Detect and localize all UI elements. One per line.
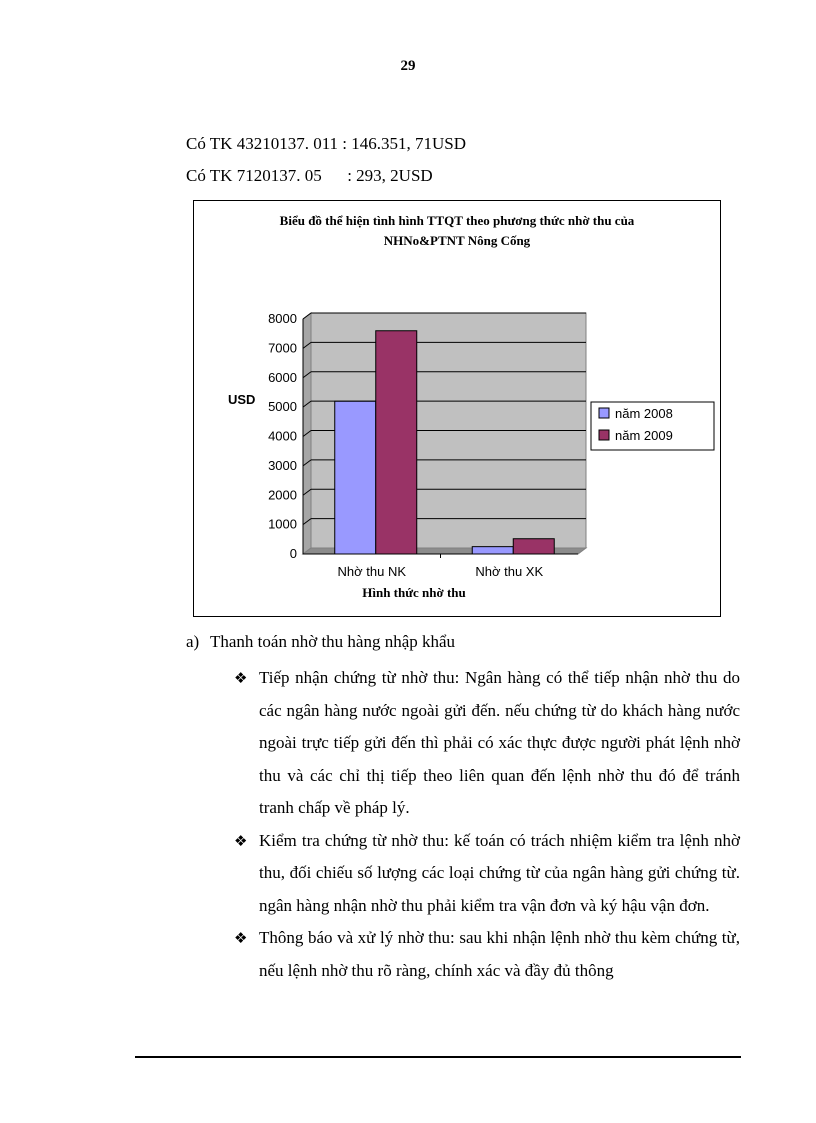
bullet-list — [234, 662, 740, 987]
bar-chart — [194, 201, 720, 616]
four-diamond-bullet-icon: ❖ — [234, 831, 248, 850]
chart-title-line-1: Biểu đồ thể hiện tình hình TTQT theo phương thức nhờ thu của — [279, 213, 635, 228]
y-axis-title: USD — [228, 392, 256, 407]
y-tick-label: 4000 — [268, 428, 297, 444]
y-tick-label: 6000 — [268, 369, 297, 385]
y-tick-label: 5000 — [268, 399, 297, 415]
account-line-2: Có TK 7120137. 05 : 293, 2USD — [186, 166, 433, 185]
y-tick-label: 0 — [289, 546, 297, 561]
y-tick-label: 1000 — [268, 516, 297, 532]
y-tick-label: 7000 — [268, 340, 297, 356]
legend-swatch — [599, 430, 609, 440]
bullet-item-notify — [234, 922, 740, 987]
bullet-item-receive — [234, 662, 740, 825]
four-diamond-bullet-icon: ❖ — [234, 929, 248, 947]
bar-2009 — [376, 331, 417, 554]
footer-rule — [135, 1056, 741, 1058]
bullet-item-check — [234, 825, 740, 923]
x-axis-title: Hình thức nhờ thu — [362, 585, 466, 600]
bullet-text: Kiểm tra chứng từ nhờ thu: kế toán có trách nhiệm kiểm tra lệnh nhờ thu, đối chiếu số lượng các loại chứng từ của ngân hàng gửi chứng từ. ngân hàng nhận nhờ thu phải kiểm tra vận đơn và ký hậu vận đơn. — [259, 830, 740, 915]
bullet-text: Thông báo và xử lý nhờ thu: sau khi nhận lệnh nhờ thu kèm chứng từ, nếu lệnh nhờ thu rõ ràng, chính xác và đầy đủ thông — [259, 928, 740, 980]
y-tick-label: 8000 — [268, 311, 297, 326]
section-heading-label: a) — [186, 632, 200, 651]
bar-2009 — [513, 539, 554, 554]
legend-swatch — [599, 408, 609, 418]
chart-frame — [193, 200, 721, 617]
legend-label: năm 2008 — [615, 406, 673, 421]
y-tick-label: 3000 — [268, 457, 297, 473]
chart-title-line-2: NHNo&PTNT Nông Cống — [383, 233, 531, 248]
y-tick-label: 2000 — [268, 487, 297, 503]
x-tick-label: Nhờ thu XK — [475, 564, 544, 579]
section-heading-text: Thanh toán nhờ thu hàng nhập khẩu — [210, 632, 456, 651]
bar-2008 — [335, 401, 376, 554]
x-tick-label: Nhờ thu NK — [337, 564, 406, 579]
four-diamond-bullet-icon: ❖ — [234, 669, 248, 687]
bullet-text: Tiếp nhận chứng từ nhờ thu: Ngân hàng có thể tiếp nhận nhờ thu do các ngân hàng nước ngoài gửi đến. nếu chứng từ do khách hàng nước ngoài trực tiếp gửi đến thì phải có xác thực được người phát lệnh nhờ thu và các chỉ thị tiếp theo liên quan đến lệnh nhờ thu đó để tránh tranh chấp về pháp lý. — [259, 668, 740, 817]
account-line-1: Có TK 43210137. 011 : 146.351, 71USD — [186, 134, 467, 153]
page-number: 29 — [400, 58, 416, 74]
section-heading — [186, 632, 455, 652]
legend-label: năm 2009 — [615, 428, 673, 443]
bar-2008 — [472, 547, 513, 554]
